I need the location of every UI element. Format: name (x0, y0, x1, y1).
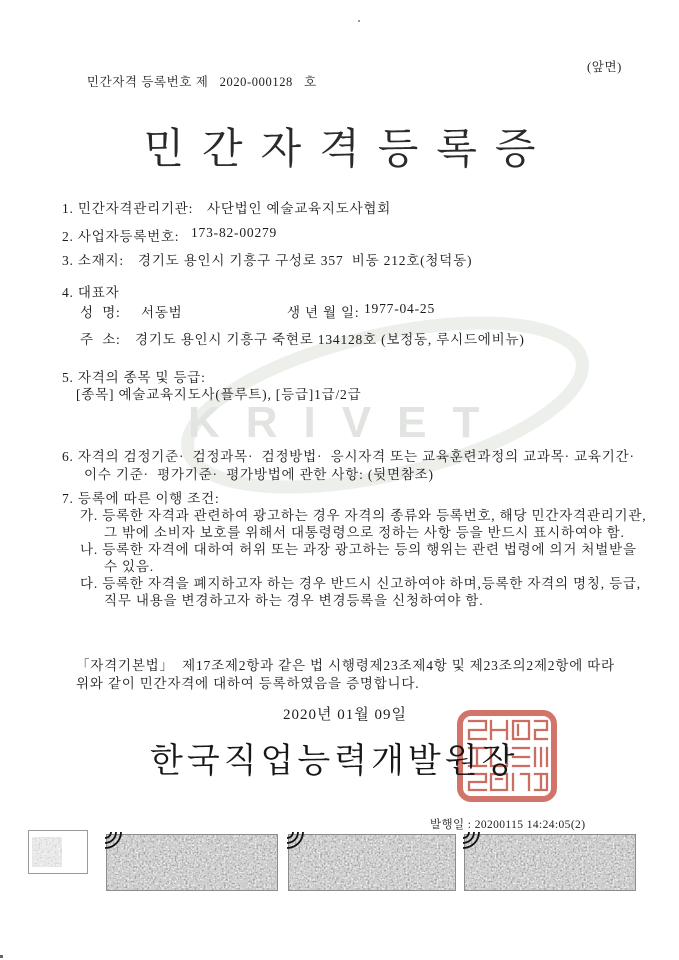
certificate-title: 민간자격등록증 (143, 127, 554, 173)
clause-da-line1: 다. 등록한 자격을 폐지하고자 하는 경우 반드시 신고하여야 하며,등록한 자격의 명칭, 등급, (80, 576, 641, 591)
krivet-watermark-text: KRIVET (188, 398, 506, 447)
issue-date: 2020년 01월 09일 (283, 707, 407, 723)
field-bizno-value: 173-82-00279 (191, 225, 278, 240)
scan-speck (0, 955, 3, 958)
scan-speck (358, 20, 360, 22)
clause-na-line1: 나. 등록한 자격에 대하여 허위 또는 과장 광고하는 등의 행위는 관련 법령에 의거 처벌받을 (80, 542, 637, 557)
section6-line1: 6. 자격의 검정기준· 검정과목· 검정방법· 응시자격 또는 교육훈련과정의 교과목· 교육기간· (62, 449, 635, 464)
issued-timestamp (430, 816, 585, 832)
issuer-name: 한국직업능력개발원장 (150, 743, 519, 780)
section7-heading: 7. 등록에 따른 이행 조건: (62, 491, 220, 506)
sound-wave-icon (461, 830, 481, 850)
statement-line1: 「자격기본법」 제17조제2항과 같은 법 시행령제23조제4항 및 제23조의2제2항에 따라 (76, 658, 615, 673)
sound-wave-icon (285, 830, 305, 850)
dot-code-box (28, 830, 88, 874)
registration-number-label: 민간자격 등록번호 제 (86, 75, 209, 89)
page-side-label: (앞면) (587, 60, 622, 74)
2d-barcode-1 (106, 834, 278, 891)
2d-barcode-3 (464, 834, 636, 891)
registration-number-row (72, 57, 317, 105)
rep-addr-value: 경기도 용인시 기흥구 죽현로 134128호 (보정동, 루시드에비뉴) (135, 332, 525, 347)
clause-da-line2: 직무 내용을 변경하고자 하는 경우 변경등록을 신청하여야 함. (104, 593, 484, 608)
registration-number-value: 2020-000128 (219, 75, 293, 89)
issued-value: 20200115 14:24:05(2) (474, 819, 586, 831)
field-bizno-label: 2. 사업자등록번호: (62, 229, 180, 244)
rep-addr-label: 주 소: (80, 332, 121, 347)
clause-da-marker: 다. (80, 576, 99, 591)
rep-name-value: 서동범 (141, 305, 183, 320)
registration-number-suffix: 호 (304, 75, 317, 89)
field-address-value: 경기도 용인시 기흥구 구성로 357 비동 212호(청덕동) (138, 253, 473, 268)
rep-name-label: 성 명: (80, 305, 121, 320)
clause-ga-line1: 가. 등록한 자격과 관련하여 광고하는 경우 자격의 종류와 등록번호, 해당 민간자격관리기관, (80, 508, 647, 523)
statement-line2: 위와 같이 민간자격에 대하여 등록하였음을 증명합니다. (76, 676, 420, 691)
field-representative-label: 4. 대표자 (62, 285, 120, 300)
2d-barcode-2 (288, 834, 456, 891)
clause-na-marker: 나. (80, 542, 99, 557)
clause-ga-marker: 가. (80, 508, 99, 523)
field-org-value: 사단법인 예술교육지도사협회 (207, 201, 392, 216)
section5-detail: [종목] 예술교육지도사(플루트), [등급]1급/2급 (76, 387, 362, 402)
section6-line2: 이수 기준· 평가기준· 평가방법에 관한 사항: (뒷면참조) (84, 467, 434, 482)
field-org-label: 1. 민간자격관리기관: (62, 201, 194, 216)
section5-heading: 5. 자격의 종목 및 등급: (62, 370, 206, 385)
field-address-label: 3. 소재지: (62, 253, 124, 268)
issued-label: 발행일 : (430, 819, 472, 831)
rep-birth-label: 생 년 월 일: (287, 305, 360, 320)
clause-na-line2: 수 있음. (104, 559, 154, 574)
clause-ga-line2: 그 밖에 소비자 보호를 위해서 대통령령으로 정하는 사항 등을 반드시 표시하여야 함. (104, 525, 625, 540)
sound-wave-icon (103, 830, 123, 850)
rep-birth-value: 1977-04-25 (364, 301, 435, 316)
